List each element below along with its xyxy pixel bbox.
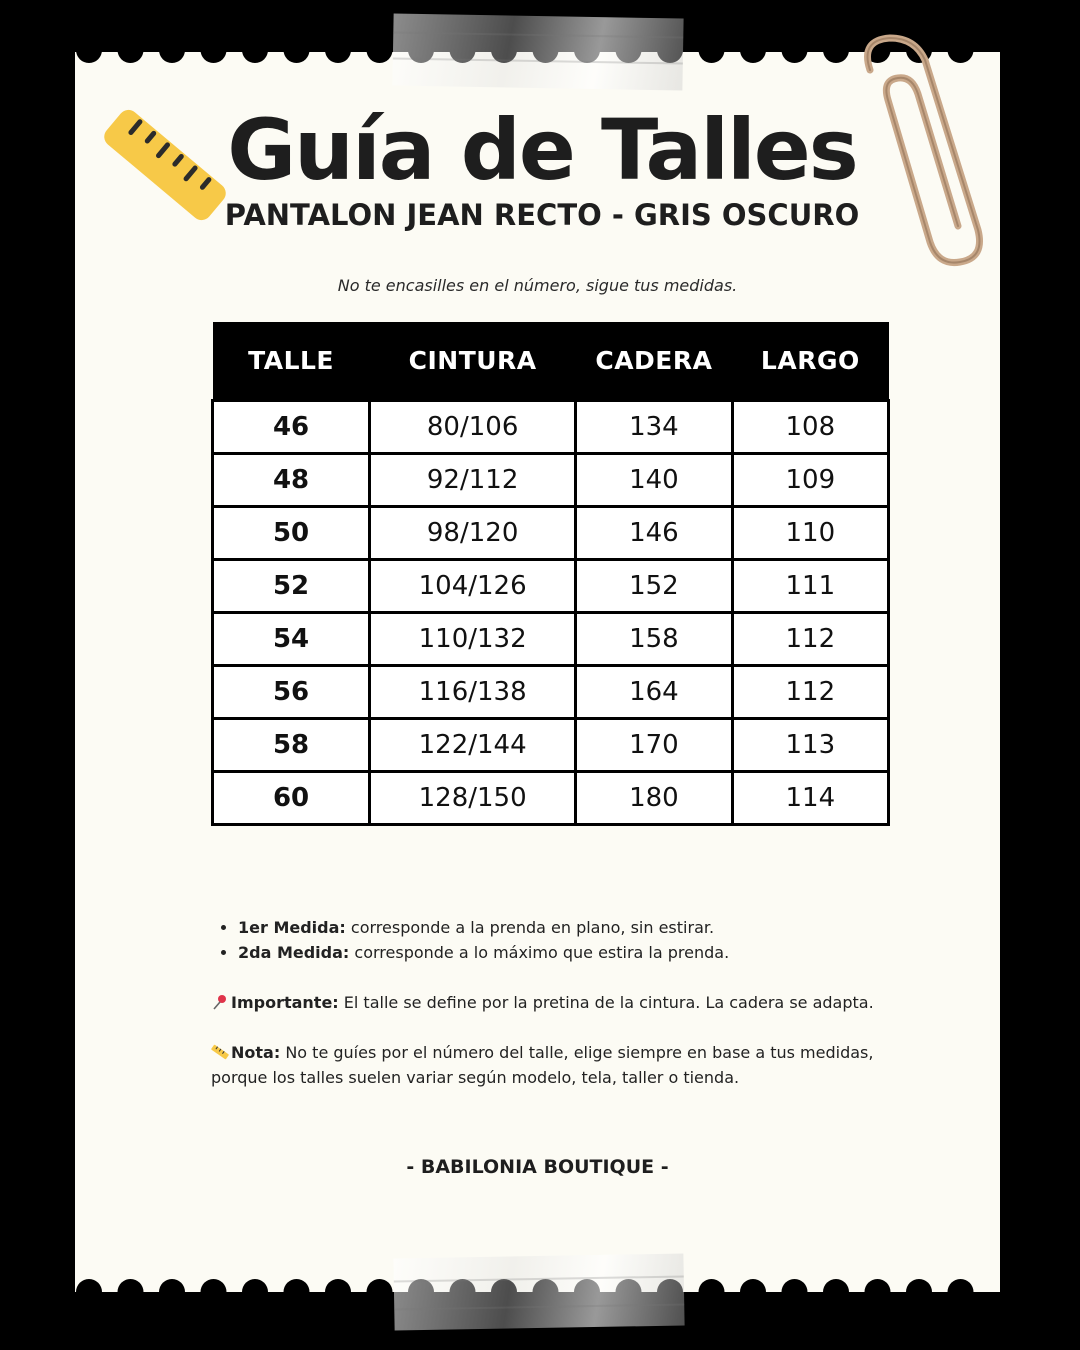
ruler-icon [100, 100, 230, 230]
paperclip-icon [840, 30, 990, 270]
table-row [213, 454, 889, 507]
importante-text: El talle se define por la pretina de la cintura. La cadera se adapta. [338, 993, 874, 1012]
nota-label: Nota: [231, 1043, 281, 1062]
cell-talle: 58 [213, 719, 370, 772]
scallop-hole [865, 1279, 891, 1300]
measurement-notes [211, 915, 911, 965]
cell-cadera: 152 [576, 560, 733, 613]
tape-strip-top [392, 13, 683, 90]
cell-largo: 110 [732, 507, 888, 560]
cell-cintura: 104/126 [370, 560, 576, 613]
cell-cadera: 180 [576, 772, 733, 825]
scallop-hole [118, 42, 144, 63]
page-title: Guía de Talles [227, 101, 857, 199]
cell-talle: 52 [213, 560, 370, 613]
scallop-hole [159, 1279, 185, 1300]
cell-talle: 46 [213, 401, 370, 454]
cell-cintura: 110/132 [370, 613, 576, 666]
pushpin-icon [211, 994, 229, 1010]
brand-footer: - BABILONIA BOUTIQUE - [406, 1156, 669, 1178]
scallop-hole [823, 1279, 849, 1300]
scallop-hole [325, 42, 351, 63]
scallop-hole [906, 1279, 932, 1300]
size-chart-table [211, 322, 890, 826]
cell-largo: 114 [732, 772, 888, 825]
column-header-cintura: CINTURA [370, 322, 576, 401]
scallop-hole [284, 42, 310, 63]
scallop-hole [325, 1279, 351, 1300]
scallop-hole [118, 1279, 144, 1300]
cell-largo: 112 [732, 613, 888, 666]
cell-cadera: 164 [576, 666, 733, 719]
scallop-hole [242, 1279, 268, 1300]
list-item [238, 940, 911, 965]
cell-talle: 50 [213, 507, 370, 560]
scallop-hole [699, 1279, 725, 1300]
cell-largo: 108 [732, 401, 888, 454]
scallop-hole [782, 1279, 808, 1300]
cell-cintura: 128/150 [370, 772, 576, 825]
cell-cintura: 116/138 [370, 666, 576, 719]
scallop-hole [76, 1279, 102, 1300]
importante-label: Importante: [231, 993, 339, 1012]
table-row [213, 719, 889, 772]
note-label: 1er Medida: [238, 918, 346, 937]
table-row [213, 772, 889, 825]
cell-largo: 109 [732, 454, 888, 507]
cell-cintura: 92/112 [370, 454, 576, 507]
scallop-hole [782, 42, 808, 63]
cell-largo: 113 [732, 719, 888, 772]
table-header-row [213, 322, 889, 401]
scallop-hole [367, 1279, 393, 1300]
nota-note [211, 1040, 911, 1090]
tape-strip-bottom [393, 1253, 684, 1330]
scallop-hole [948, 1279, 974, 1300]
nota-text: No te guíes por el número del talle, elige siempre en base a tus medidas, porque los talles suelen variar según modelo, tela, taller o tienda. [211, 1043, 874, 1087]
scallop-hole [740, 42, 766, 63]
table-row [213, 666, 889, 719]
scallop-hole [159, 42, 185, 63]
scallop-hole [699, 42, 725, 63]
cell-cadera: 140 [576, 454, 733, 507]
table-row [213, 401, 889, 454]
cell-talle: 60 [213, 772, 370, 825]
cell-talle: 48 [213, 454, 370, 507]
importante-note [211, 990, 911, 1015]
cell-talle: 54 [213, 613, 370, 666]
cell-cadera: 134 [576, 401, 733, 454]
cell-cintura: 98/120 [370, 507, 576, 560]
note-text: corresponde a la prenda en plano, sin estirar. [345, 918, 715, 937]
column-header-cadera: CADERA [576, 322, 733, 401]
scallop-hole [740, 1279, 766, 1300]
column-header-largo: LARGO [732, 322, 888, 401]
table-row [213, 613, 889, 666]
cell-cadera: 170 [576, 719, 733, 772]
scallop-hole [76, 42, 102, 63]
cell-cadera: 146 [576, 507, 733, 560]
tagline: No te encasilles en el número, sigue tus medidas. [337, 276, 738, 295]
note-text: corresponde a lo máximo que estira la prenda. [349, 943, 730, 962]
scallop-hole [201, 42, 227, 63]
scallop-hole [201, 1279, 227, 1300]
column-header-talle: TALLE [213, 322, 370, 401]
scallop-hole [367, 42, 393, 63]
ruler-icon [211, 1044, 229, 1060]
scallop-hole [284, 1279, 310, 1300]
product-subtitle: PANTALON JEAN RECTO - GRIS OSCURO [224, 198, 860, 232]
cell-talle: 56 [213, 666, 370, 719]
table-row [213, 560, 889, 613]
cell-cintura: 122/144 [370, 719, 576, 772]
note-label: 2da Medida: [238, 943, 350, 962]
cell-largo: 112 [732, 666, 888, 719]
cell-cadera: 158 [576, 613, 733, 666]
cell-largo: 111 [732, 560, 888, 613]
cell-cintura: 80/106 [370, 401, 576, 454]
scallop-hole [242, 42, 268, 63]
table-row [213, 507, 889, 560]
list-item [238, 915, 911, 940]
